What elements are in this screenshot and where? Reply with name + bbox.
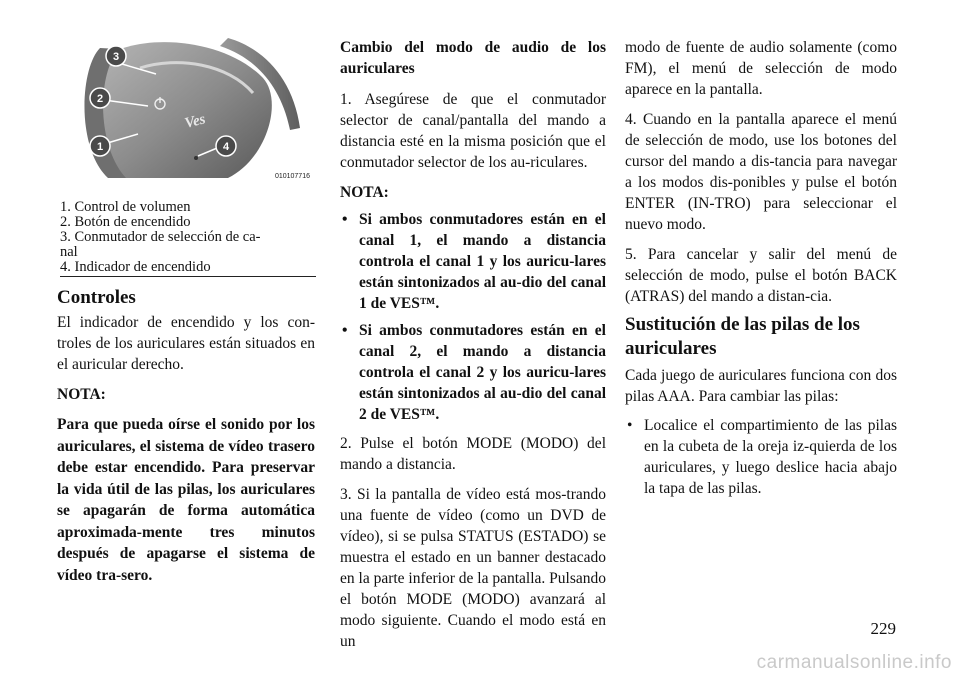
svg-text:3: 3 — [112, 51, 120, 63]
nota-label: NOTA: — [57, 386, 106, 403]
section-heading-cambio-audio: Cambio del modo de audio de los auriculares — [340, 39, 606, 77]
svg-text:4: 4 — [222, 141, 230, 153]
callout-3 — [106, 46, 126, 66]
list-item: • Si ambos conmutadores están en el canal 1, el mando a distancia controla el canal 1 y los auricu-lares están sintonizados al au-dio del canal 1 de VES™. — [342, 211, 606, 312]
callout-1 — [90, 136, 110, 156]
figure-caption — [60, 200, 316, 277]
controles-paragraph: El indicador de encendido y los con-troles de los auriculares están situados en el auricular derecho. — [57, 314, 315, 373]
column-1 — [57, 286, 315, 586]
section-heading-controles: Controles — [57, 287, 136, 308]
section-heading-pilas: Sustitución de las pilas de los auriculares — [625, 314, 860, 359]
caption-item: 1. Control de volumen — [60, 199, 191, 215]
step-2: 2. Pulse el botón MODE (MODO) del mando a distancia. — [340, 435, 606, 473]
list-item: • Localice el compartimiento de las pilas en la cubeta de la oreja iz-quierda de los auriculares, y luego deslice hacia abajo la tapa de las pilas. — [627, 417, 897, 497]
callout-4 — [216, 136, 236, 156]
watermark: carmanualsonline.info — [756, 652, 952, 673]
step-5: 5. Para cancelar y salir del menú de selección de modo, pulse el botón BACK (ATRAS) del mando a distan-cia. — [625, 246, 897, 305]
step-3: 3. Si la pantalla de vídeo está mos-trando una fuente de vídeo (como un DVD de vídeo), si se pulsa STATUS (ESTADO) se muestra el estado en un banner destacado en la parte inferior de la pantalla. Pulsando el botón MODE (MODO) avanzará al modo siguiente. Cuando el modo está en un — [340, 486, 606, 650]
headphones-figure — [78, 38, 314, 184]
list-item: • Si ambos conmutadores están en el canal 2, el mando a distancia controla el canal 2 y los auricu-lares están sintonizados al au-dio del canal 2 de VES™. — [342, 322, 606, 423]
caption-item: 3. Conmutador de selección de ca- — [60, 229, 261, 245]
step-1: 1. Asegúrese de que el conmutador selector de canal/pantalla del mando a distancia esté en la misma posición que el conmutador selector de los au-riculares. — [340, 91, 606, 171]
step-3-continued: modo de fuente de audio solamente (como FM), el menú de selección de modo aparece en la pantalla. — [625, 39, 897, 98]
figure-code: 010107716 — [274, 173, 310, 180]
column-2 — [340, 37, 606, 652]
page-number: 229 — [870, 619, 896, 638]
svg-text:1: 1 — [96, 141, 104, 153]
nota-text: Para que pueda oírse el sonido por los auriculares, el sistema de vídeo trasero debe estar encendido. Para preservar la vida útil de las pilas, los auriculares se apagarán de forma automática aproximada-mente tres minutos después de apagarse el sistema de vídeo tra-sero. — [57, 416, 315, 584]
pilas-bullets — [625, 415, 897, 499]
nota-bullets — [340, 209, 606, 425]
callout-2 — [90, 88, 110, 108]
caption-item: nal — [60, 244, 78, 260]
pilas-paragraph: Cada juego de auriculares funciona con dos pilas AAA. Para cambiar las pilas: — [625, 367, 897, 405]
step-4: 4. Cuando en la pantalla aparece el menú de selección de modo, use los botones del cursor del mando a dis-tancia para navegar a los modos dis-ponibles y pulse el botón ENTER (IN-TRO) para seleccionar el nuevo modo. — [625, 111, 897, 233]
nota-label: NOTA: — [340, 184, 389, 201]
svg-text:2: 2 — [96, 93, 104, 105]
headphones-illustration — [78, 38, 314, 184]
caption-item: 2. Botón de encendido — [60, 214, 191, 230]
ves-logo: Ves — [183, 111, 208, 132]
column-3 — [625, 37, 897, 499]
caption-item: 4. Indicador de encendido — [60, 260, 316, 277]
